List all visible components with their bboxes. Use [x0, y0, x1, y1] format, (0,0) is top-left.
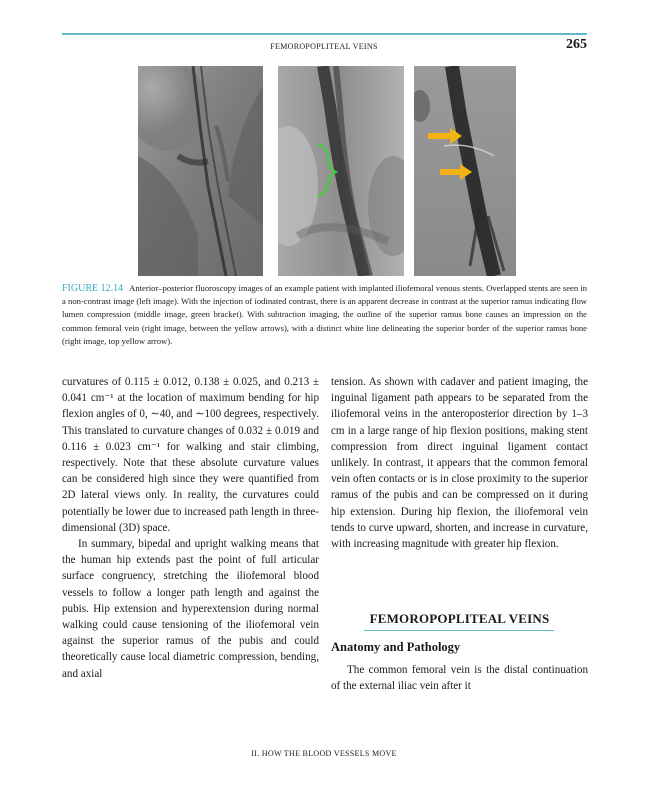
figure-caption-text: Anterior–posterior fluoroscopy images of an example patient with implanted iliofemoral venous stents. Overlapped stents are seen in a non-contrast image (left image). With the injection of iodinated contrast, there is an apparent decrease in contrast at the superior ramus indicating flow lumen compression (middle image, green bracket). With subtraction imaging, the outline of the superior ramus bone causes an impression on the common femoral vein (right image, between the yellow arrows), with a distinct white line delineating the superior border of the superior ramus bone (right image, top yellow arrow).	[62, 283, 587, 346]
left-paragraph-1: curvatures of 0.115 ± 0.012, 0.138 ± 0.025, and 0.213 ± 0.041 cm⁻¹ at the location of maximum bending for hip flexion angles of 0, ∼40, and ∼100 degrees, respectively. This translated to curvature changes of 0.032 ± 0.019 and 0.116 ± 0.023 cm⁻¹ for walking and stair climbing, respectively. Note that these absolute curvature values can be considered high since they were quantified from 2D lateral views only. In reality, the curvatures could potentially be lower due to increased path length in three-dimensional (3D) space.	[62, 376, 319, 534]
figure-label: FIGURE 12.14	[62, 283, 124, 294]
left-column	[62, 374, 319, 682]
figure-images	[138, 66, 516, 276]
header-rule	[62, 33, 587, 35]
left-paragraph-2: In summary, bipedal and upright walking means that the human hip extends past the point of full articular surface congruency, stretching the iliofemoral blood vessels to follow a longer path length and against the pubis. Hip extension and hyperextension during normal walking could cause tensioning of the iliofemoral vein against the superior ramus of the pubis and could theoretically cause local diametric compression, bending, and axial	[62, 538, 319, 680]
fluoro-image-middle	[278, 66, 404, 276]
figure-caption	[62, 282, 587, 348]
page-footer: II. HOW THE BLOOD VESSELS MOVE	[251, 749, 397, 758]
right-column-continued	[331, 662, 588, 694]
fluoro-image-right	[414, 66, 516, 276]
running-head: FEMOROPOPLITEAL VEINS	[270, 42, 378, 51]
right-paragraph-2: The common femoral vein is the distal continuation of the external iliac vein after it	[331, 664, 588, 693]
section-title: FEMOROPOPLITEAL VEINS	[369, 611, 550, 626]
right-paragraph-1: tension. As shown with cadaver and patient imaging, the inguinal ligament path appears to be separated from the iliofemoral veins in the anteroposterior direction by 1–3 cm in a large range of hip flexion positions, making stent compression from direct inguinal ligament contact unlikely. In contrast, it appears that the common femoral vein often contacts or is in close proximity to the superior ramus of the pubis and can be compressed on it during hip extension. During hip flexion, the iliofemoral vein tends to curve upward, shorten, and increase in curvature, with increasing magnitude with greater hip flexion.	[331, 376, 588, 551]
page-number: 265	[566, 37, 587, 52]
fluoro-image-left	[138, 66, 263, 276]
section-rule	[364, 630, 554, 631]
subsection-title: Anatomy and Pathology	[331, 640, 461, 654]
right-column	[331, 374, 588, 552]
